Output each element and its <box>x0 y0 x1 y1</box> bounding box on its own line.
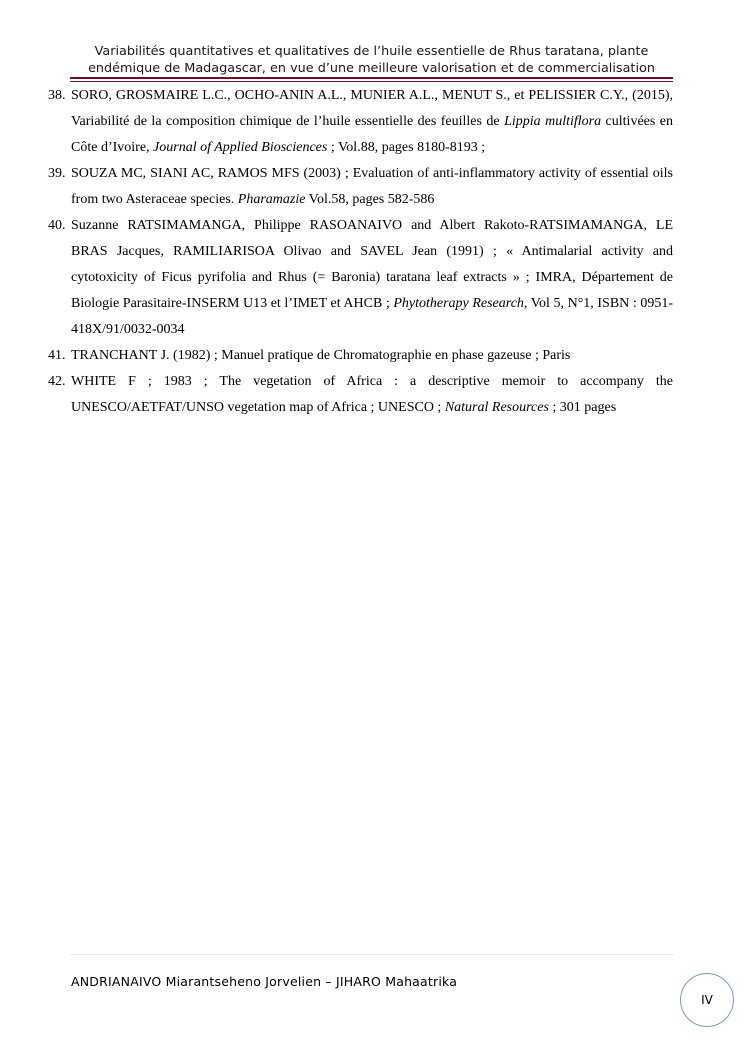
reference-item <box>45 83 673 161</box>
reference-italic-segment: Phytotherapy Research <box>393 296 524 311</box>
reference-text <box>71 369 673 421</box>
reference-item <box>45 213 673 343</box>
reference-segment: ; Vol.88, pages 8180-8193 ; <box>327 140 486 155</box>
reference-text <box>71 83 673 161</box>
reference-item <box>45 369 673 421</box>
reference-text <box>71 213 673 343</box>
reference-number: 39. <box>48 166 66 181</box>
reference-segment: SOUZA MC, SIANI AC, RAMOS MFS (2003) ; Evaluation of anti-inflammatory activity of essential oils from two Asteraceae species. <box>71 166 673 207</box>
header-line-1: Variabilités quantitatives et qualitatives de l’huile essentielle de Rhus taratana, plante <box>94 44 649 59</box>
reference-segment: WHITE F ; 1983 ; The vegetation of Africa : a descriptive memoir to accompany the UNESCO/AETFAT/UNSO vegetation map of Africa ; UNESCO ; <box>71 374 673 415</box>
reference-italic-segment: Natural Resources <box>444 400 549 415</box>
reference-number: 40. <box>48 218 66 233</box>
page-number-badge <box>680 973 734 1027</box>
reference-italic-segment: Journal of Applied Biosciences <box>153 140 328 155</box>
reference-number: 41. <box>48 348 66 363</box>
reference-segment: ; 301 pages <box>548 400 617 415</box>
reference-segment: Vol.58, pages 582-586 <box>305 192 435 207</box>
reference-list <box>45 83 673 421</box>
reference-number: 42. <box>48 374 66 389</box>
reference-segment: , Vol 5, N°1, ISBN : 0951-418X/91/0032-0034 <box>71 296 673 337</box>
reference-segment: TRANCHANT J. (1982) ; Manuel pratique de Chromatographie en phase gazeuse ; Paris <box>71 348 571 363</box>
reference-italic-segment: Pharamazie <box>237 192 306 207</box>
footer-rule <box>70 954 674 955</box>
reference-segment: SORO, GROSMAIRE L.C., OCHO-ANIN A.L., MUNIER A.L., MENUT S., et PELISSIER C.Y., (2015), Variabilité de la composition chimique de l’huile essentielle des feuilles de <box>71 88 673 129</box>
reference-number: 38. <box>48 88 66 103</box>
header-rule <box>70 77 673 79</box>
page-number: IV <box>701 993 713 1007</box>
reference-italic-segment: Lippia multiflora <box>504 114 602 129</box>
reference-text <box>71 343 673 369</box>
reference-item <box>45 343 673 369</box>
running-header <box>70 43 673 77</box>
reference-text <box>71 161 673 213</box>
reference-segment: cultivées en Côte d’Ivoire, <box>71 114 673 155</box>
footer-author: ANDRIANAIVO Miarantseheno Jorvelien – JIHARO Mahaatrika <box>71 974 458 989</box>
header-rule-thin <box>70 81 673 82</box>
reference-segment: Suzanne RATSIMAMANGA, Philippe RASOANAIVO and Albert Rakoto-RATSIMAMANGA, LE BRAS Jacques, RAMILIARISOA Olivao and SAVEL Jean (1991) ; « Antimalarial activity and cytotoxicity of Ficus pyrifolia and Rhus (= Baronia) taratana leaf extracts » ; IMRA, Département de Biologie Parasitaire-INSERM U13 et l’IMET et AHCB ; <box>71 218 673 311</box>
reference-item <box>45 161 673 213</box>
header-line-2: endémique de Madagascar, en vue d’une meilleure valorisation et de commercialisation <box>88 61 655 76</box>
